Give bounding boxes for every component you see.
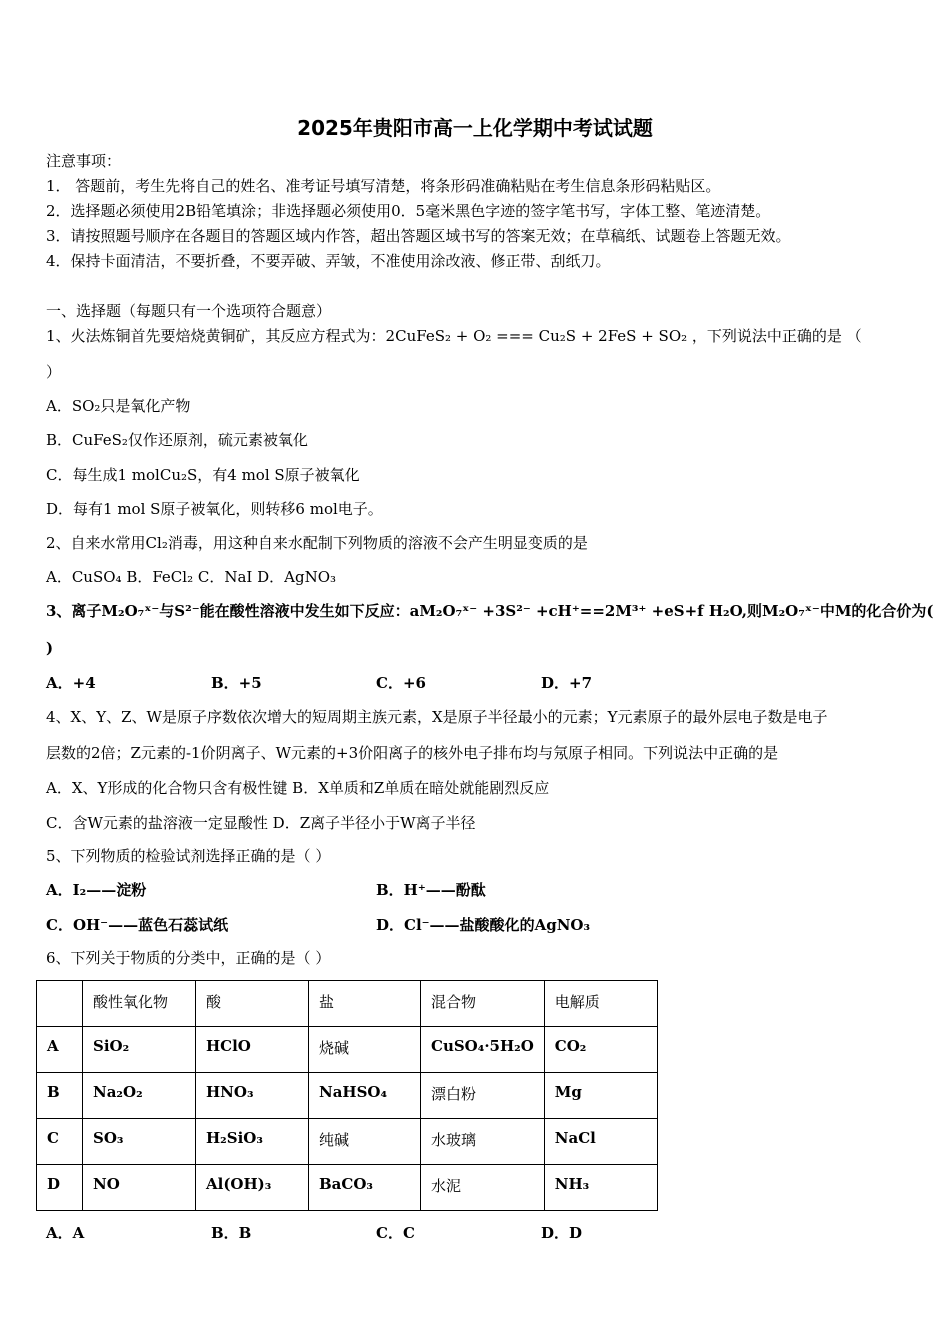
cell: 水泥 xyxy=(421,1165,545,1211)
q1-stem-end: ） xyxy=(46,363,62,381)
table-row xyxy=(37,1119,658,1165)
q1-option-b: B．CuFeS₂仅作还原剂，硫元素被氧化 xyxy=(46,431,308,449)
q5-option-c: C．OH⁻——蓝色石蕊试纸 xyxy=(46,916,229,934)
table-header-row xyxy=(37,981,658,1027)
cell: CO₂ xyxy=(544,1027,657,1073)
cell: 漂白粉 xyxy=(421,1073,545,1119)
q6-stem: 6、下列关于物质的分类中，正确的是（ ） xyxy=(46,949,331,967)
table-row xyxy=(37,1027,658,1073)
cell: B xyxy=(37,1073,83,1119)
q2-stem: 2、自来水常用Cl₂消毒，用这种自来水配制下列物质的溶液不会产生明显变质的是 xyxy=(46,534,588,552)
q4-stem: 4、X、Y、Z、W是原子序数依次增大的短周期主族元素，X是原子半径最小的元素；Y元素原子的最外层电子数是电子 xyxy=(46,708,828,726)
q4-options-ab: A．X、Y形成的化合物只含有极性键 B．X单质和Z单质在暗处就能剧烈反应 xyxy=(46,779,550,797)
q3-stem: 3、离子M₂O₇ˣ⁻与S²⁻能在酸性溶液中发生如下反应：aM₂O₇ˣ⁻ +3S²⁻ +cH⁺==2M³⁺ +eS+f H₂O,则M₂O₇ˣ⁻中M的化合价为( xyxy=(46,602,934,620)
q5-option-a: A．I₂——淀粉 xyxy=(46,881,147,899)
q3-option-b: B．+5 xyxy=(211,674,262,692)
cell: C xyxy=(37,1119,83,1165)
note-item: 1． 答题前，考生先将自己的姓名、准考证号填写清楚，将条形码准确粘贴在考生信息条形码粘贴区。 xyxy=(46,177,721,195)
q1-option-d: D．每有1 mol S原子被氧化，则转移6 mol电子。 xyxy=(46,500,383,518)
section-heading: 一、选择题（每题只有一个选项符合题意） xyxy=(46,302,332,320)
q4-options-cd: C．含W元素的盐溶液一定显酸性 D．Z离子半径小于W离子半径 xyxy=(46,814,476,832)
q3-option-d: D．+7 xyxy=(541,674,593,692)
cell: HNO₃ xyxy=(196,1073,309,1119)
q5-option-d: D．Cl⁻——盐酸酸化的AgNO₃ xyxy=(376,916,591,934)
notes-heading: 注意事项： xyxy=(46,152,122,170)
cell: NaCl xyxy=(544,1119,657,1165)
q1-option-c: C．每生成1 molCu₂S，有4 mol S原子被氧化 xyxy=(46,466,360,484)
q5-option-b: B．H⁺——酚酞 xyxy=(376,881,486,899)
header-cell xyxy=(37,981,83,1027)
cell: CuSO₄·5H₂O xyxy=(421,1027,545,1073)
cell: 水玻璃 xyxy=(421,1119,545,1165)
page-title: 2025年贵阳市高一上化学期中考试试题 xyxy=(297,116,653,140)
q6-option-c: C．C xyxy=(376,1224,415,1242)
classification-table xyxy=(36,980,658,1211)
table-row xyxy=(37,1165,658,1211)
cell: H₂SiO₃ xyxy=(196,1119,309,1165)
cell: 纯碱 xyxy=(309,1119,421,1165)
note-item: 3．请按照题号顺序在各题目的答题区域内作答，超出答题区域书写的答案无效；在草稿纸、试题卷上答题无效。 xyxy=(46,227,791,245)
q1-stem: 1、火法炼铜首先要焙烧黄铜矿，其反应方程式为：2CuFeS₂ + O₂ === Cu₂S + 2FeS + SO₂ ，下列说法中正确的是 （ xyxy=(46,327,862,345)
q6-option-b: B．B xyxy=(211,1224,252,1242)
cell: A xyxy=(37,1027,83,1073)
q1-option-a: A．SO₂只是氧化产物 xyxy=(46,397,191,415)
q6-option-a: A．A xyxy=(46,1224,85,1242)
header-cell: 电解质 xyxy=(544,981,657,1027)
table-row xyxy=(37,1073,658,1119)
q3-option-a: A．+4 xyxy=(46,674,96,692)
cell: NO xyxy=(83,1165,196,1211)
header-cell: 盐 xyxy=(309,981,421,1027)
q4-stem-cont: 层数的2倍；Z元素的-1价阴离子、W元素的+3价阳离子的核外电子排布均与氖原子相同。下列说法中正确的是 xyxy=(46,744,779,762)
cell: Al(OH)₃ xyxy=(196,1165,309,1211)
cell: 烧碱 xyxy=(309,1027,421,1073)
note-item: 2．选择题必须使用2B铅笔填涂；非选择题必须使用0．5毫米黑色字迹的签字笔书写，字体工整、笔迹清楚。 xyxy=(46,202,771,220)
cell: NH₃ xyxy=(544,1165,657,1211)
cell: NaHSO₄ xyxy=(309,1073,421,1119)
cell: BaCO₃ xyxy=(309,1165,421,1211)
header-cell: 酸性氧化物 xyxy=(83,981,196,1027)
cell: HClO xyxy=(196,1027,309,1073)
q3-option-c: C．+6 xyxy=(376,674,426,692)
cell: Mg xyxy=(544,1073,657,1119)
q2-options: A．CuSO₄ B．FeCl₂ C．NaI D．AgNO₃ xyxy=(46,568,337,586)
q5-stem: 5、下列物质的检验试剂选择正确的是（ ） xyxy=(46,847,331,865)
note-item: 4．保持卡面清洁，不要折叠，不要弄破、弄皱，不准使用涂改液、修正带、刮纸刀。 xyxy=(46,252,611,270)
cell: SO₃ xyxy=(83,1119,196,1165)
cell: Na₂O₂ xyxy=(83,1073,196,1119)
cell: SiO₂ xyxy=(83,1027,196,1073)
q3-stem-end: ) xyxy=(46,639,54,657)
q6-option-d: D．D xyxy=(541,1224,583,1242)
cell: D xyxy=(37,1165,83,1211)
header-cell: 酸 xyxy=(196,981,309,1027)
header-cell: 混合物 xyxy=(421,981,545,1027)
